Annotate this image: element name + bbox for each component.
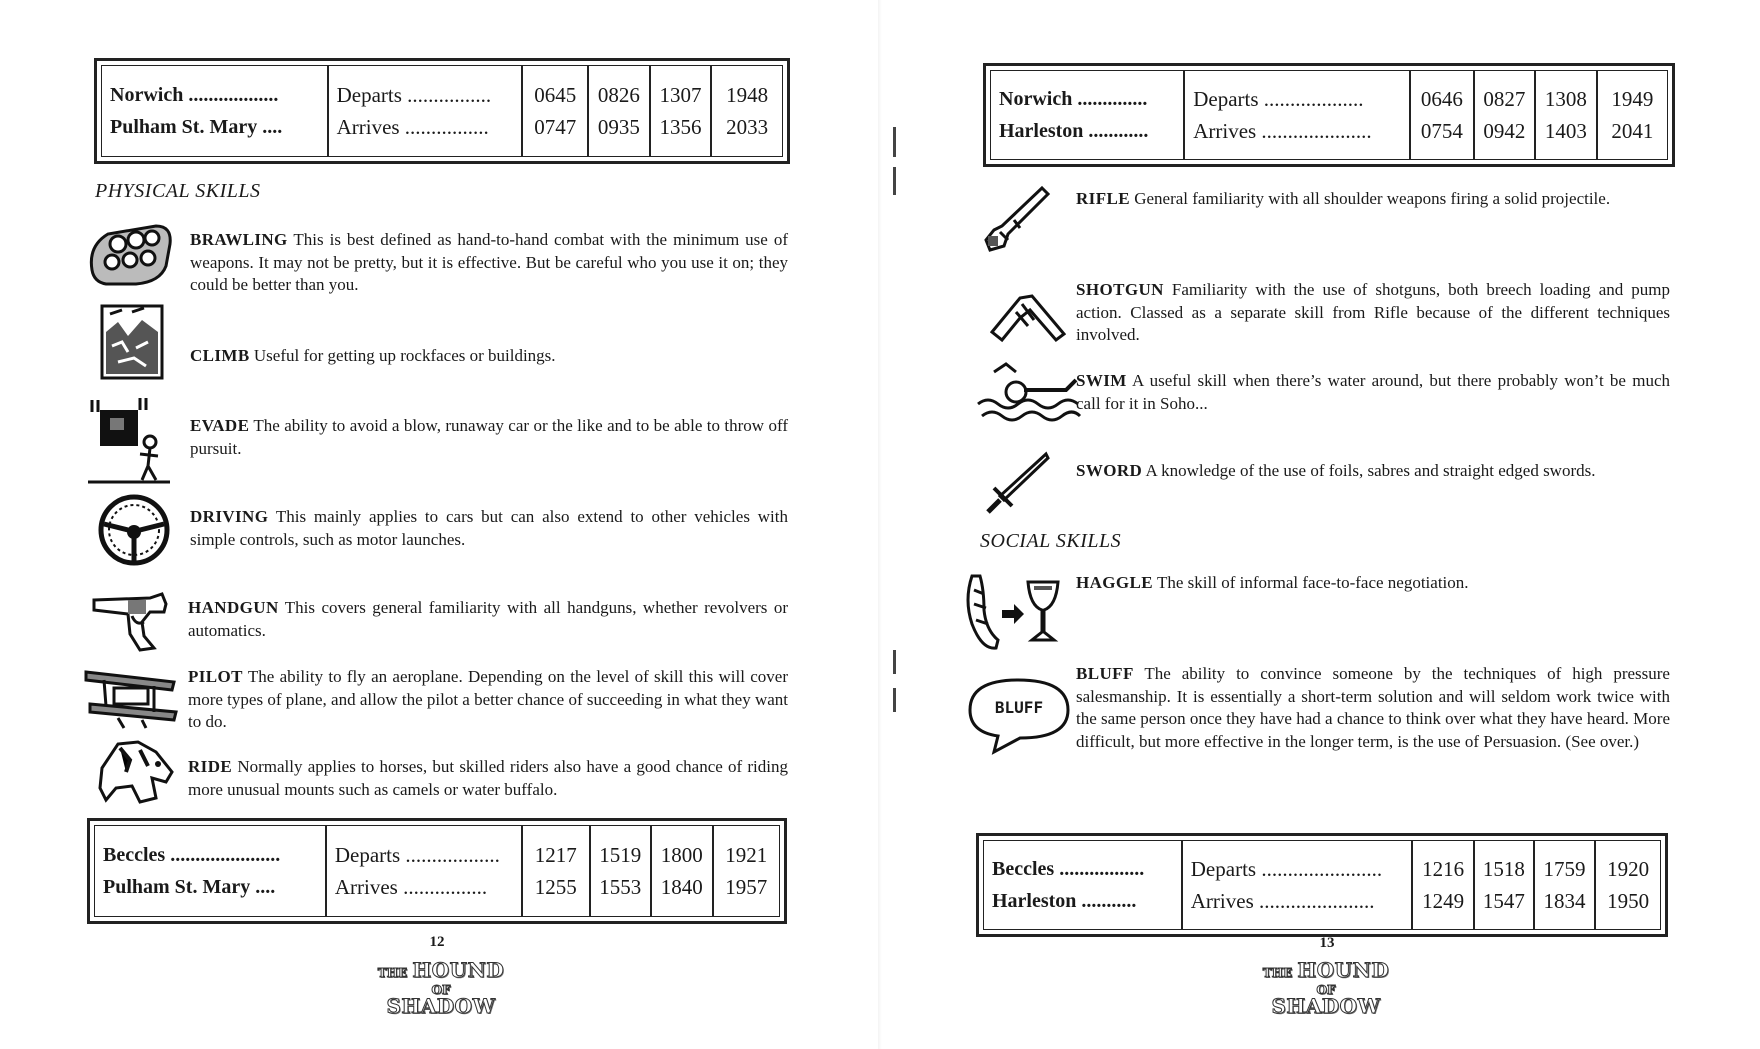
skill-description: This covers general familiarity with all handguns, whether revolvers or automatics. — [188, 598, 789, 640]
skill-bluff — [1076, 663, 1670, 753]
logo-word: THE — [377, 966, 408, 980]
timetable-column — [712, 66, 782, 156]
skill-climb — [190, 345, 788, 368]
skill-driving — [190, 506, 788, 551]
arrival-time: 2041 — [1611, 119, 1654, 143]
departure-time: 1216 — [1422, 857, 1465, 881]
skill-description: General familiarity with all shoulder weapons firing a solid projectile. — [1134, 189, 1611, 208]
timetable-column — [714, 826, 779, 916]
departure-time: 1920 — [1607, 857, 1650, 881]
arrival-time: 1255 — [534, 875, 577, 899]
departure-time: 1949 — [1611, 87, 1654, 111]
arrival-time: 2033 — [726, 115, 769, 139]
logo-word: HOUND — [412, 958, 505, 982]
arrival-time: 1547 — [1482, 889, 1525, 913]
timetable-column — [1598, 71, 1667, 159]
arrival-time: 1356 — [659, 115, 702, 139]
departure-time: 1519 — [599, 843, 642, 867]
skill-description: A useful skill when there’s water around, but there probably won’t be much call for it in Soho... — [1076, 371, 1671, 413]
skill-description: The ability to avoid a blow, runaway car or the like and to be able to throw off pursuit. — [190, 416, 788, 458]
station-from: Norwich .................. — [110, 84, 279, 106]
arrives-label: Arrives ................ — [334, 875, 488, 899]
station-from: Beccles ...................... — [103, 844, 281, 866]
timetable-norwich-pulham — [94, 58, 790, 164]
skill-name: BLUFF — [1076, 664, 1134, 683]
hound-of-shadow-logo — [1256, 958, 1396, 1018]
timetable-column — [651, 66, 713, 156]
timetable-column — [1535, 841, 1597, 929]
arrival-time: 1834 — [1543, 889, 1586, 913]
timetable-column — [652, 826, 714, 916]
brass-knuckles-icon — [86, 222, 176, 292]
skill-name: CLIMB — [190, 346, 250, 365]
station-to: Pulham St. Mary .... — [103, 876, 276, 898]
station-from: Beccles ................. — [992, 858, 1145, 880]
skill-description: Familiarity with the use of shotguns, both breech loading and pump action. Classed as a separate skill from Rifle because of the different techniques involved. — [1076, 280, 1670, 344]
logo-word: OF — [1316, 983, 1336, 997]
station-from: Norwich .............. — [999, 88, 1148, 110]
departure-time: 1759 — [1543, 857, 1586, 881]
departure-time: 0645 — [534, 83, 577, 107]
skill-description: The skill of informal face-to-face negotiation. — [1156, 573, 1469, 592]
speech-bubble-icon — [964, 676, 1076, 756]
departure-time: 0646 — [1420, 87, 1463, 111]
skill-name: RIFLE — [1076, 189, 1130, 208]
skill-name: RIDE — [188, 757, 233, 776]
page-number: 13 — [1319, 935, 1335, 951]
skill-description: Useful for getting up rockfaces or buildings. — [253, 346, 556, 365]
rockface-icon — [98, 302, 168, 382]
skill-description: A knowledge of the use of foils, sabres and straight edged swords. — [1145, 461, 1596, 480]
shotgun-icon — [990, 292, 1066, 344]
swimmer-icon — [976, 360, 1084, 426]
speech-bubble-text: BLUFF — [994, 698, 1044, 717]
timetable-column — [1536, 71, 1598, 159]
departure-time: 1800 — [660, 843, 703, 867]
timetable-labels — [1185, 71, 1411, 159]
arrival-time: 0935 — [597, 115, 640, 139]
timetable-column — [1475, 71, 1537, 159]
skill-handgun — [188, 597, 788, 642]
logo-word: HOUND — [1297, 958, 1390, 982]
arrival-time: 1950 — [1607, 889, 1650, 913]
timetable-beccles-pulham — [87, 818, 787, 924]
timetable-labels — [1183, 841, 1414, 929]
departure-time: 0827 — [1483, 87, 1526, 111]
skill-name: EVADE — [190, 416, 250, 435]
skill-name: SWORD — [1076, 461, 1143, 480]
timetable-column — [1411, 71, 1475, 159]
skill-description: This is best defined as hand-to-hand combat with the minimum use of weapons. It may not be pretty, but it is effective. But be careful who you use it on; they could be better than you. — [190, 230, 789, 294]
skill-pilot — [188, 666, 788, 734]
arrival-time: 1553 — [599, 875, 642, 899]
timetable-labels — [329, 66, 524, 156]
section-heading-physical-skills: PHYSICAL SKILLS — [95, 180, 261, 202]
station-to: Harleston ........... — [992, 890, 1137, 912]
departure-time: 1217 — [534, 843, 577, 867]
arrival-time: 1840 — [660, 875, 703, 899]
skill-sword — [1076, 460, 1670, 483]
timetable-column — [589, 66, 651, 156]
skill-ride — [188, 756, 788, 801]
departure-time: 0826 — [597, 83, 640, 107]
skill-name: SWIM — [1076, 371, 1127, 390]
arrives-label: Arrives ................ — [336, 115, 489, 139]
skill-name: PILOT — [188, 667, 243, 686]
timetable-beccles-harleston — [976, 833, 1668, 937]
timetable-norwich-harleston — [983, 63, 1675, 167]
timetable-column — [523, 826, 590, 916]
skill-name: DRIVING — [190, 507, 269, 526]
steering-wheel-icon — [96, 492, 176, 572]
timetable-column — [523, 66, 589, 156]
sword-icon — [982, 450, 1052, 520]
station-to: Pulham St. Mary .... — [110, 116, 283, 138]
departure-time: 1307 — [659, 83, 702, 107]
departure-time: 1518 — [1482, 857, 1525, 881]
timetable-labels — [327, 826, 523, 916]
arrival-time: 0942 — [1483, 119, 1526, 143]
skill-shotgun — [1076, 279, 1670, 347]
logo-word: OF — [431, 983, 451, 997]
arrival-time: 1403 — [1544, 119, 1587, 143]
logo-word: SHADOW — [1271, 994, 1381, 1018]
timetable-stations — [95, 826, 327, 916]
departure-time: 1948 — [726, 83, 769, 107]
skill-swim — [1076, 370, 1670, 415]
page-number: 12 — [429, 934, 445, 950]
skill-description: Normally applies to horses, but skilled riders also have a good chance of riding more unusual mounts such as camels or water buffalo. — [188, 757, 789, 799]
arrival-time: 0747 — [534, 115, 577, 139]
rifle-icon — [980, 184, 1052, 256]
skill-rifle — [1076, 188, 1670, 211]
skill-description: The ability to convince someone by the techniques of high pressure salesmanship. It is essentially a short-term solution and will seldom work twice with the same person once they have had a chance to think over what they have heard. More difficult, but more effective in the longer term, is the use of Persuasion. (See over.) — [1076, 664, 1670, 751]
departs-label: Departs ....................... — [1190, 857, 1383, 881]
skill-description: The ability to fly an aeroplane. Depending on the level of skill this will cover more types of plane, and allow the pilot a better chance of succeeding in what they want to do. — [188, 667, 788, 731]
skill-description: This mainly applies to cars but can also extend to other vehicles with simple controls, such as motor launches. — [190, 507, 788, 549]
departure-time: 1921 — [725, 843, 768, 867]
skill-brawling — [190, 229, 788, 297]
arrives-label: Arrives ...................... — [1190, 889, 1375, 913]
skill-haggle — [1076, 572, 1670, 595]
timetable-stations — [102, 66, 329, 156]
section-heading-social-skills: SOCIAL SKILLS — [980, 530, 1122, 552]
haggle-icon — [962, 570, 1062, 658]
hound-of-shadow-logo — [371, 958, 511, 1018]
skill-name: HAGGLE — [1076, 573, 1154, 592]
skill-name: SHOTGUN — [1076, 280, 1164, 299]
departs-label: Departs ................... — [1193, 87, 1364, 111]
departs-label: Departs ................ — [336, 83, 492, 107]
right-page — [880, 0, 1760, 1049]
skill-evade — [190, 415, 788, 460]
timetable-column — [1475, 841, 1535, 929]
timetable-stations — [991, 71, 1185, 159]
horse-icon — [96, 738, 178, 806]
skill-name: BRAWLING — [190, 230, 288, 249]
timetable-column — [1596, 841, 1660, 929]
station-to: Harleston ............ — [999, 120, 1149, 142]
biplane-icon — [84, 662, 180, 730]
departure-time: 1308 — [1544, 87, 1587, 111]
arrival-time: 0754 — [1420, 119, 1463, 143]
logo-word: THE — [1262, 966, 1293, 980]
revolver-icon — [92, 586, 176, 652]
arrives-label: Arrives ..................... — [1193, 119, 1372, 143]
evading-man-icon — [86, 396, 176, 486]
skill-name: HANDGUN — [188, 598, 279, 617]
timetable-column — [591, 826, 653, 916]
arrival-time: 1957 — [725, 875, 768, 899]
arrival-time: 1249 — [1422, 889, 1465, 913]
timetable-column — [1413, 841, 1475, 929]
logo-word: SHADOW — [386, 994, 496, 1018]
timetable-stations — [984, 841, 1183, 929]
departs-label: Departs .................. — [334, 843, 500, 867]
